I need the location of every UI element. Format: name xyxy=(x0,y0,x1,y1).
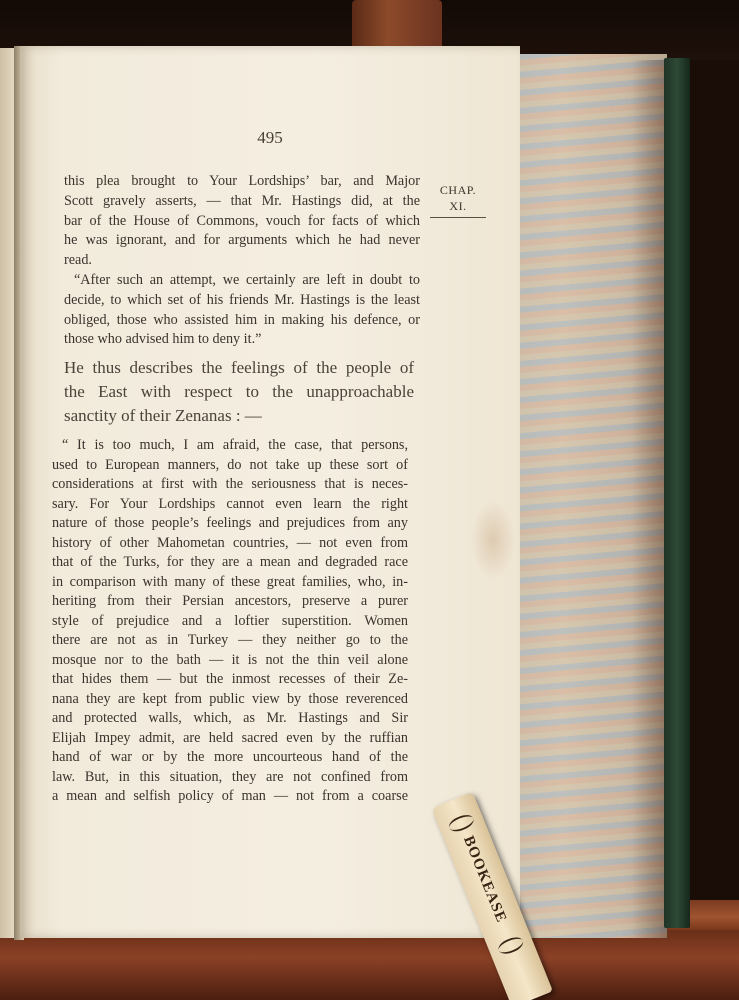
text-line: heriting from their Persian ancestors, preserve a purer xyxy=(52,593,408,609)
text-line: that of the Turks, for they are a mean and degraded race xyxy=(52,554,408,570)
page-edge-shadow xyxy=(632,60,668,938)
text-line: style of prejudice and a loftier superstition. Women xyxy=(52,612,408,629)
text-line: and protected walls, which, as Mr. Hastings and Sir xyxy=(52,710,408,726)
foxing-stain xyxy=(470,500,516,580)
chapter-label: CHAP. xyxy=(439,183,477,197)
text-line: bar of the House of Commons, vouch for facts of which xyxy=(64,212,420,229)
text-line: that hides them — but the inmost recesses of their Ze- xyxy=(52,671,408,687)
text-line: those who advised him to deny it.” xyxy=(64,331,262,348)
text-line: obliged, those who assisted him in making his defence, or xyxy=(64,311,420,328)
text-line: a mean and selfish policy of man — not from a coarse xyxy=(52,788,408,804)
quote-paragraph xyxy=(64,172,420,350)
text-line: read. xyxy=(64,252,92,269)
text-line: nature of those people’s feelings and prejudices from any xyxy=(52,515,408,531)
text-line: this plea brought to Your Lordships’ bar, and Major xyxy=(64,173,420,189)
text-line: mosque nor to the bath — it is not the thin veil alone xyxy=(52,651,408,668)
chapter-number: XI. xyxy=(449,199,467,213)
text-line: in comparison with many of these great families, who, in- xyxy=(52,573,408,590)
book-stand-base xyxy=(0,930,739,1000)
text-line: He thus describes the feelings of the people of xyxy=(64,358,414,377)
text-line: decide, to which set of his friends Mr. Hastings is the least xyxy=(64,291,420,308)
text-line: the East with respect to the unapproachable xyxy=(64,382,414,401)
narrative-paragraph xyxy=(64,356,414,428)
text-line: used to European manners, do not take up these sort of xyxy=(52,456,408,473)
text-line: “ It is too much, I am afraid, the case, that persons, xyxy=(62,437,408,453)
page-number: 495 xyxy=(257,128,283,147)
text-line: sanctity of their Zenanas : — xyxy=(64,406,262,425)
side-heading-rule xyxy=(430,217,486,218)
back-cover-board xyxy=(664,58,690,928)
text-line: nana they are kept from public view by those reverenced xyxy=(52,690,408,707)
chapter-side-heading xyxy=(426,182,490,214)
text-line: history of other Mahometan countries, — not even from xyxy=(52,534,408,551)
text-line: hand of war or by the more uncourteous hand of the xyxy=(52,749,408,765)
text-line: “After such an attempt, we certainly are left in doubt to xyxy=(74,271,420,288)
bookmark-ornament-top xyxy=(447,812,476,835)
text-line: sary. For Your Lordships cannot even learn the right xyxy=(52,495,408,512)
text-line: Elijah Impey admit, are held sacred even by the ruffian xyxy=(52,729,408,746)
speech-paragraph xyxy=(52,436,408,807)
bookmark-ornament-bottom xyxy=(496,934,525,957)
text-line: he was ignorant, and for arguments which he had never xyxy=(64,232,420,249)
text-line: considerations at first with the seriousness that is neces- xyxy=(52,476,408,492)
bookmark-logo-text: BOOKEASE xyxy=(459,833,510,926)
text-line: law. But, in this situation, they are not confined from xyxy=(52,768,408,785)
text-line: Scott gravely asserts, — that Mr. Hastings did, at the xyxy=(64,192,420,209)
book-stand-post xyxy=(352,0,442,52)
text-line: there are not as in Turkey — they neither go to the xyxy=(52,632,408,648)
